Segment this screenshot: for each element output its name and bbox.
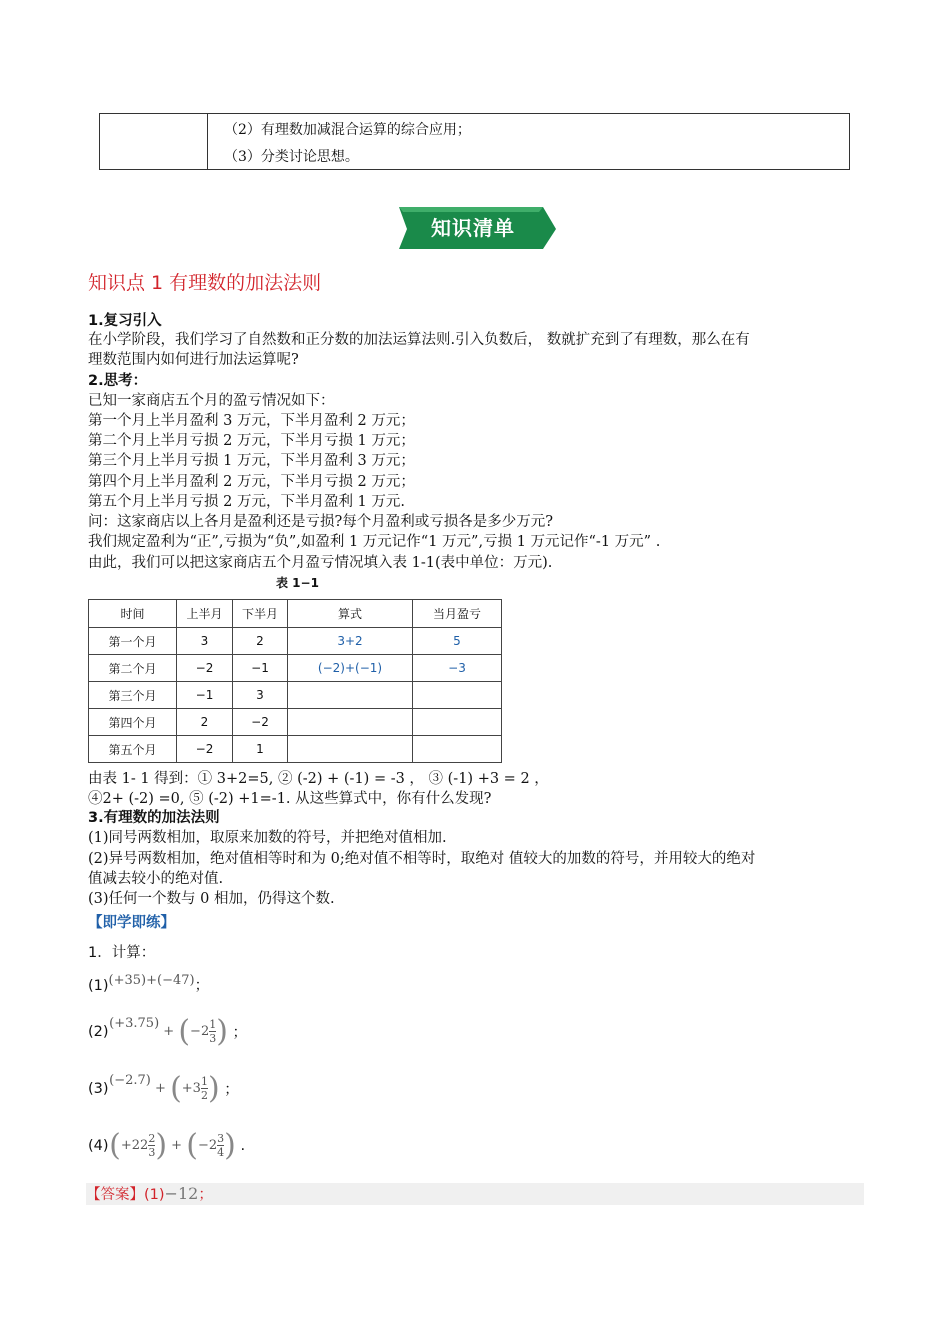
- fraction-denominator: 3: [148, 1146, 156, 1159]
- table-row: [89, 736, 502, 763]
- header-cell: 时间: [89, 600, 177, 628]
- fraction-denominator: 3: [209, 1032, 217, 1045]
- cell: −2: [233, 709, 288, 736]
- operator: +: [155, 1081, 166, 1096]
- cell: 2: [177, 709, 233, 736]
- objective-line-3: （3）分类讨论思想。: [224, 149, 359, 165]
- review-line-1: 在小学阶段，我们学习了自然数和正分数的加法运算法则.引入负数后， 数就扩充到了有理数，那么在有: [88, 332, 750, 348]
- cell-formula: 3+2: [288, 628, 413, 655]
- end-mark: .: [240, 1137, 246, 1154]
- table-row: [89, 655, 502, 682]
- knowledge-banner: [393, 205, 558, 251]
- mixed-whole: −2: [190, 1024, 210, 1039]
- cell: 3: [233, 682, 288, 709]
- table-row: [89, 628, 502, 655]
- rule-2: (2)异号两数相加，绝对值相等时和为 0;绝对值不相等时，取绝对 值较大的加数的符号，并用较大的绝对: [88, 851, 756, 867]
- exercise-prompt: 1．计算：: [88, 945, 156, 961]
- cell: 第五个月: [89, 736, 177, 763]
- cell: 第一个月: [89, 628, 177, 655]
- derived-line-1: 由表 1- 1 得到：① 3+2=5, ② (-2) + (-1) = -3 ， ③ (-1) +3 = 2 ，: [88, 771, 549, 787]
- think-line: 由此，我们可以把这家商店五个月盈亏情况填入表 1-1(表中单位：万元).: [88, 555, 553, 571]
- rule-1: (1)同号两数相加，取原来加数的符号，并把绝对值相加.: [88, 830, 447, 846]
- table-caption: 表 1−1: [276, 576, 319, 590]
- cell-result: [413, 736, 502, 763]
- exercise-item-4: (4) (+22 $\frac{2}{3}$ ) + (−2 $\frac{3}{4}$ ) .: [88, 1128, 246, 1163]
- operator: +: [163, 1024, 175, 1039]
- fraction-numerator: 2: [148, 1132, 156, 1145]
- cell: −2: [177, 655, 233, 682]
- think-line: 第一个月上半月盈利 3 万元，下半月盈利 2 万元；: [88, 413, 415, 429]
- header-cell: 下半月: [233, 600, 288, 628]
- cell: 第三个月: [89, 682, 177, 709]
- think-line: 第二个月上半月亏损 2 万元，下半月亏损 1 万元；: [88, 433, 415, 449]
- answer-number: (1): [144, 1187, 165, 1203]
- mixed-whole: −2: [197, 1138, 218, 1153]
- cell: 1: [233, 736, 288, 763]
- header-cell: 上半月: [177, 600, 233, 628]
- cell-result: −3: [413, 655, 502, 682]
- rule-3: (3)任何一个数与 0 相加，仍得这个数.: [88, 891, 335, 907]
- exercise-item-1: [88, 973, 209, 995]
- cell-formula: [288, 709, 413, 736]
- term-b: (−47): [157, 973, 195, 988]
- operator: +: [171, 1138, 183, 1153]
- fraction-numerator: 3: [217, 1132, 225, 1145]
- think-line: 第五个月上半月亏损 2 万元，下半月盈利 1 万元.: [88, 494, 405, 510]
- item-number: (4): [88, 1137, 109, 1154]
- rules-heading: 3.有理数的加法法则: [88, 810, 220, 826]
- cell: −1: [177, 682, 233, 709]
- exercise-item-2: (2) (+3.75) + (−2 $\frac{1}{3}$ ) ；: [88, 1014, 248, 1049]
- mixed-whole: +3: [181, 1081, 201, 1096]
- header-cell: 当月盈亏: [413, 600, 502, 628]
- item-number: (1): [88, 978, 109, 994]
- objective-line-2: （2）有理数加减混合运算的综合应用；: [224, 122, 471, 138]
- end-mark: ；: [224, 1082, 239, 1098]
- end-mark: ；: [232, 1025, 248, 1041]
- fraction-numerator: 1: [209, 1018, 217, 1031]
- fraction-numerator: 1: [200, 1075, 208, 1088]
- cell-result: 5: [413, 628, 502, 655]
- exercise-item-3: (3) (−2.7) + (+3 $\frac{1}{2}$ ) ；: [88, 1071, 239, 1106]
- term-a: (+3.75): [109, 1016, 160, 1031]
- table-row: [89, 682, 502, 709]
- profit-table: [88, 599, 502, 763]
- think-line: 问：这家商店以上各月是盈利还是亏损?每个月盈利或亏损各是多少万元?: [88, 514, 554, 530]
- cell-formula: [288, 682, 413, 709]
- fraction-denominator: 4: [217, 1146, 225, 1159]
- cell-result: [413, 709, 502, 736]
- think-heading: 2.思考：: [88, 373, 148, 389]
- derived-line-2: ④2+ (-2) =0, ⑤ (-2) +1=-1. 从这些算式中，你有什么发现?: [88, 791, 492, 807]
- think-line: 第三个月上半月亏损 1 万元，下半月盈利 3 万元；: [88, 453, 415, 469]
- think-line: 我们规定盈利为“正”,亏损为“负”,如盈利 1 万元记作“1 万元”,亏损 1 万元记作“-1 万元” .: [88, 534, 661, 550]
- answer-label: 【答案】: [86, 1187, 144, 1203]
- cell: 2: [233, 628, 288, 655]
- cell: −1: [233, 655, 288, 682]
- objectives-table: [99, 113, 850, 170]
- end-mark: ；: [194, 978, 210, 994]
- operator: +: [146, 973, 158, 988]
- think-line: 已知一家商店五个月的盈亏情况如下：: [88, 393, 335, 409]
- rule-2-cont: 值减去较小的绝对值.: [88, 871, 224, 887]
- practice-label: 【即学即练】: [88, 915, 175, 931]
- review-line-2: 理数范围内如何进行加法运算呢?: [88, 352, 299, 368]
- think-line: 第四个月上半月盈利 2 万元，下半月亏损 2 万元；: [88, 474, 415, 490]
- cell-result: [413, 682, 502, 709]
- item-number: (2): [88, 1023, 109, 1040]
- answer-end: ；: [198, 1187, 213, 1203]
- header-cell: 算式: [288, 600, 413, 628]
- table-divider: [207, 114, 208, 169]
- answer-row: [86, 1183, 864, 1205]
- cell-formula: [288, 736, 413, 763]
- answer-value: −12: [164, 1184, 199, 1203]
- term-a: (−2.7): [109, 1073, 151, 1088]
- banner-label: 知识清单: [431, 216, 515, 240]
- cell: −2: [177, 736, 233, 763]
- table-header-row: [89, 600, 502, 628]
- cell: 第四个月: [89, 709, 177, 736]
- fraction-denominator: 2: [200, 1089, 208, 1102]
- review-heading: 1.复习引入: [88, 313, 162, 329]
- cell: 3: [177, 628, 233, 655]
- mixed-whole: +22: [120, 1138, 149, 1153]
- cell-formula: (−2)+(−1): [288, 655, 413, 682]
- cell: 第二个月: [89, 655, 177, 682]
- table-row: [89, 709, 502, 736]
- item-number: (3): [88, 1080, 109, 1097]
- term-a: (+35): [108, 973, 147, 988]
- section-title: 知识点 1 有理数的加法法则: [88, 272, 322, 294]
